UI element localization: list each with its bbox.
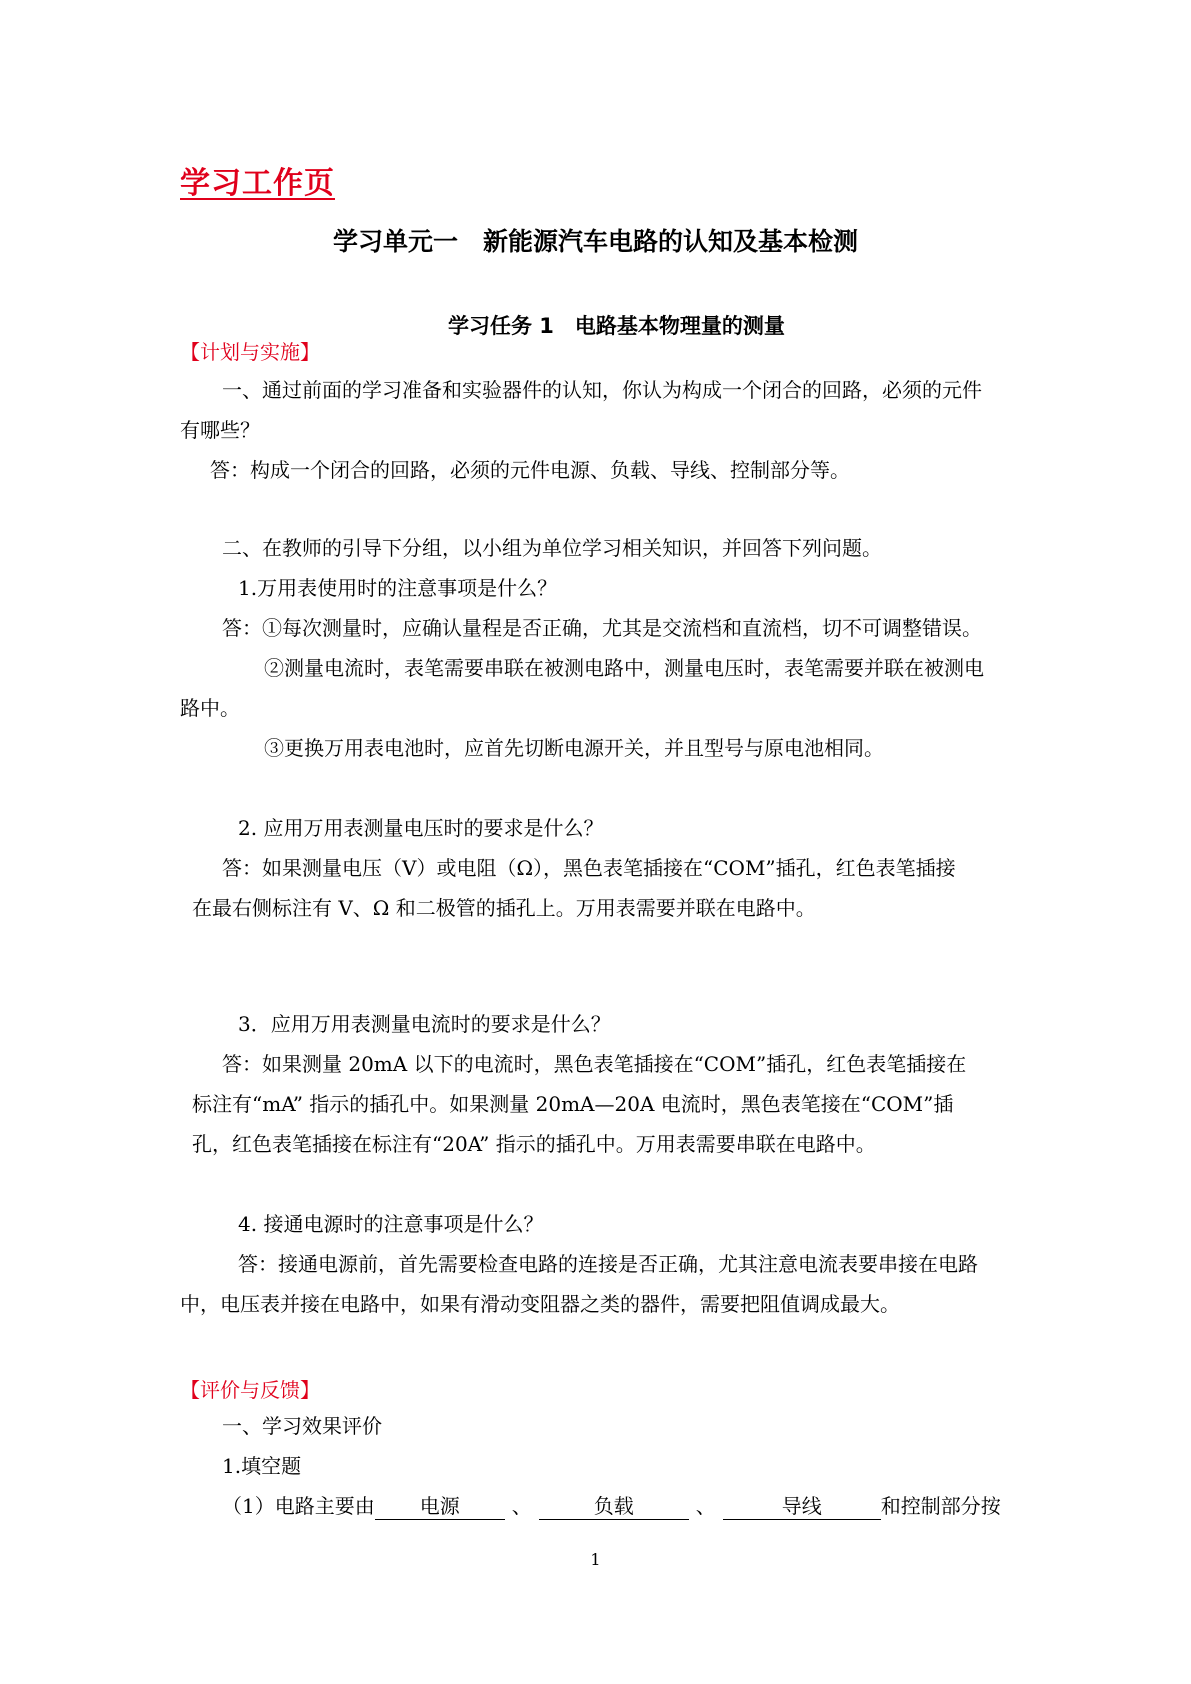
- fill-blank-suffix: 和控制部分按: [880, 1494, 1001, 1518]
- page-title: 学习工作页: [180, 166, 335, 201]
- sub-answer-1-point-1: 答：①每次测量时，应确认量程是否正确，尤其是交流档和直流档，切不可调整错误。: [222, 616, 982, 640]
- task-title: 学习任务 1 电路基本物理量的测量: [448, 314, 785, 338]
- blank-answer-1: 电源: [375, 1493, 505, 1520]
- sub-answer-1-point-2-line-1: ②测量电流时，表笔需要串联在被测电路中，测量电压时，表笔需要并联在被测电: [264, 656, 984, 680]
- sub-answer-2-line-2: 在最右侧标注有 V、Ω 和二极管的插孔上。万用表需要并联在电路中。: [192, 896, 816, 920]
- sub-answer-4-line-2: 中，电压表并接在电路中，如果有滑动变阻器之类的器件，需要把阻值调成最大。: [180, 1292, 900, 1316]
- sub-question-3: 3．应用万用表测量电流时的要求是什么？: [238, 1012, 611, 1036]
- question-1-line-1: 一、通过前面的学习准备和实验器件的认知，你认为构成一个闭合的回路，必须的元件: [222, 378, 982, 402]
- sub-answer-2-line-1: 答：如果测量电压（V）或电阻（Ω），黑色表笔插接在“COM”插孔，红色表笔插接: [222, 856, 956, 880]
- sub-answer-1-point-3: ③更换万用表电池时，应首先切断电源开关，并且型号与原电池相同。: [264, 736, 884, 760]
- question-1-line-2: 有哪些？: [180, 418, 260, 442]
- page-number: 1: [590, 1550, 601, 1569]
- sub-question-2: 2. 应用万用表测量电压时的要求是什么？: [238, 816, 604, 840]
- unit-title: 学习单元一 新能源汽车电路的认知及基本检测: [332, 227, 858, 256]
- blank-answer-2: 负载: [539, 1493, 689, 1520]
- blank-answer-3: 导线: [723, 1493, 881, 1520]
- separator: 、: [511, 1494, 532, 1518]
- sub-answer-3-line-2: 标注有“mA” 指示的插孔中。如果测量 20mA—20A 电流时，黑色表笔接在“COM”插: [192, 1092, 954, 1116]
- separator: 、: [695, 1494, 716, 1518]
- fill-blank-prefix: （1）电路主要由: [222, 1494, 375, 1518]
- sub-answer-3-line-3: 孔，红色表笔插接在标注有“20A” 指示的插孔中。万用表需要串联在电路中。: [192, 1132, 876, 1156]
- question-2-intro: 二、在教师的引导下分组，以小组为单位学习相关知识，并回答下列问题。: [222, 536, 882, 560]
- sub-answer-3-line-1: 答：如果测量 20mA 以下的电流时，黑色表笔插接在“COM”插孔，红色表笔插接在: [222, 1052, 967, 1076]
- fill-blank-title: 1.填空题: [222, 1454, 302, 1478]
- answer-1: 答：构成一个闭合的回路，必须的元件电源、负载、导线、控制部分等。: [210, 458, 850, 482]
- eval-section-heading: 【评价与反馈】: [180, 1378, 320, 1402]
- eval-item-1: 一、学习效果评价: [222, 1414, 382, 1438]
- plan-section-heading: 【计划与实施】: [180, 340, 320, 364]
- fill-blank-question-1: [222, 1486, 1001, 1526]
- sub-answer-1-point-2-line-2: 路中。: [180, 696, 240, 720]
- sub-question-1: 1.万用表使用时的注意事项是什么？: [238, 576, 558, 600]
- sub-answer-4-line-1: 答：接通电源前，首先需要检查电路的连接是否正确，尤其注意电流表要串接在电路: [238, 1252, 978, 1276]
- sub-question-4: 4. 接通电源时的注意事项是什么？: [238, 1212, 544, 1236]
